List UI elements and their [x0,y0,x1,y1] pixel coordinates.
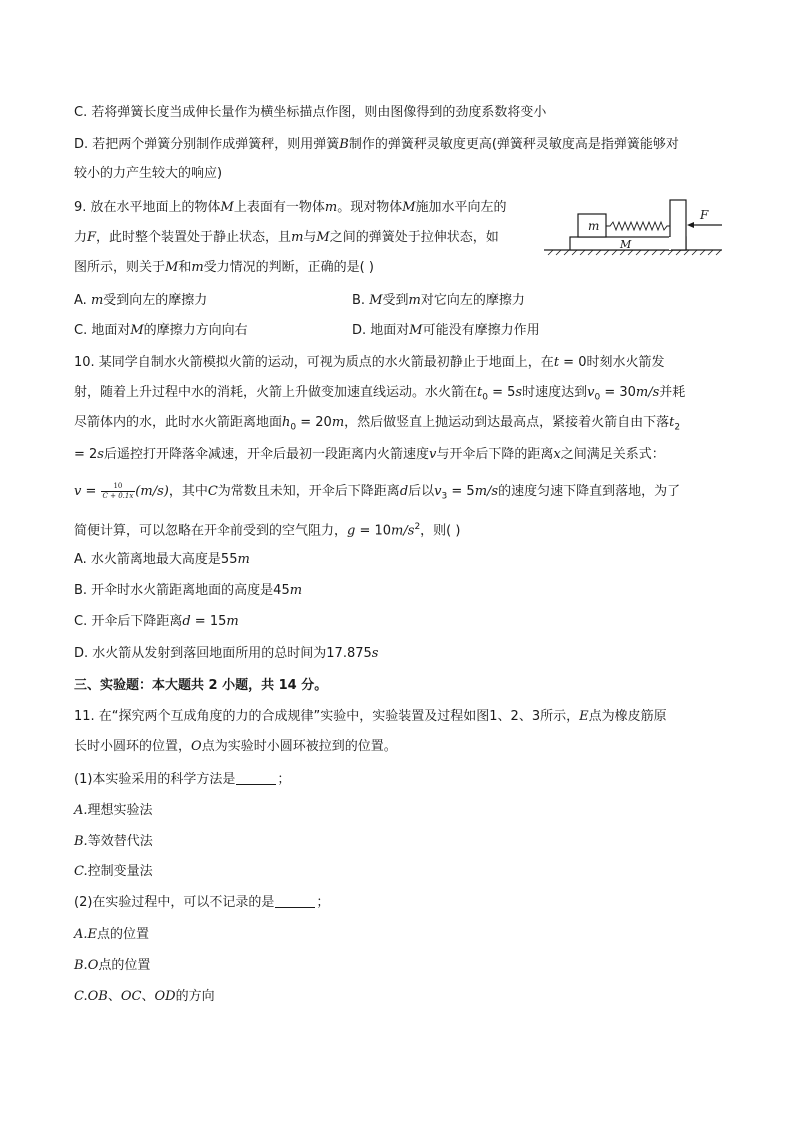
spring [606,222,670,230]
q10-stem-line3: 尽箭体内的水，此时水火箭距离地面$h_0 = 20m$，然后做竖直上抛运动到达最高点，紧接着火箭自由下落$t_2$ [74,415,681,433]
label-m: m [588,219,600,233]
q9-option-b: B. M受到m对它向左的摩擦力 [352,293,525,308]
q9-stem-line1: 9. 放在水平地面上的物体M上表面有一物体m。现对物体M施加水平向左的 [74,200,507,215]
answer-blank[interactable] [236,772,276,785]
q8-option-d-continued: 较小的力产生较大的响应) [74,166,223,181]
q11-stem-line1: 11. 在“探究两个互成角度的力的合成规律”实验中，实验装置及过程如图1、2、3所示，E点为橡皮筋原 [74,709,667,724]
q11-part1: (1)本实验采用的科学方法是 ； [74,772,291,787]
q9-diagram [540,194,730,260]
q10-stem-line6: 简便计算，可以忽略在开伞前受到的空气阻力，$g = 10m/s^2$，则( ) [74,522,461,539]
q11-part1-option-c: C.控制变量法 [74,864,153,879]
label-F: F [700,208,709,222]
q11-part1-option-b: B.等效替代法 [74,834,153,849]
q10-stem-line1: 10. 某同学自制水火箭模拟火箭的运动，可视为质点的水火箭最初静止于地面上，在t = 0时刻水火箭发 [74,355,665,370]
q11-part1-option-a: A.理想实验法 [74,803,153,818]
velocity-fraction: $\frac{10}{C + 0.1x}$ [102,482,134,500]
q10-option-b: B. 开伞时水火箭距离地面的高度是45m [74,583,303,598]
section-heading: 三、实验题：本大题共 2 小题，共 14 分。 [74,678,328,693]
q9-option-a: A. m受到向左的摩擦力 [74,293,208,308]
label-M: M [620,238,632,251]
q9-option-c: C. 地面对M的摩擦力方向向右 [74,323,248,338]
q10-stem-line4: = 2s后遥控打开降落伞减速，开伞后最初一段距离内火箭速度v与开伞后下降的距离x之间满足关系式： [74,447,665,462]
q10-option-a: A. 水火箭离地最大高度是55m [74,552,250,567]
ground-hatching [548,250,721,255]
q9-option-d: D. 地面对M可能没有摩擦力作用 [352,323,540,338]
answer-blank[interactable] [275,895,315,908]
q9-stem-line2: 力F，此时整个装置处于静止状态，且m与M之间的弹簧处于拉伸状态，如 [74,230,499,245]
q8-option-d: D. 若把两个弹簧分别制作成弹簧秤，则用弹簧B制作的弹簧秤灵敏度更高(弹簧秤灵敏度高是指弹簧能够对 [74,137,679,152]
block-M-wall [670,200,686,250]
q10-option-d: D. 水火箭从发射到落回地面所用的总时间为17.875s [74,646,379,661]
q10-stem-line5: v = $\frac{10}{C + 0.1x}$ (m/s)，其中C为常数且未知，开伞后下降距离d后以$v_3 = 5m/s$的速度匀速下降直到落地，为了 [74,482,681,502]
q11-part2-option-b: B.O点的位置 [74,958,151,973]
q11-part2-option-a: A.E点的位置 [74,927,150,942]
q11-stem-line2: 长时小圆环的位置，O点为实验时小圆环被拉到的位置。 [74,739,397,754]
q10-stem-line2: 射，随着上升过程中水的消耗，火箭上升做变加速直线运动。水火箭在$t_0 = 5s$时速度达到$v_0 = 30m/s$并耗 [74,385,686,403]
q11-part2: (2)在实验过程中，可以不记录的是 ； [74,895,330,910]
q9-stem-line3: 图所示，则关于M和m受力情况的判断，正确的是( ) [74,260,374,275]
force-arrowhead [687,222,694,228]
q8-option-c: C. 若将弹簧长度当成伸长量作为横坐标描点作图，则由图像得到的劲度系数将变小 [74,105,547,120]
q11-part2-option-c: C.OB、OC、OD的方向 [74,989,215,1004]
q10-option-c: C. 开伞后下降距离d = 15m [74,614,239,629]
